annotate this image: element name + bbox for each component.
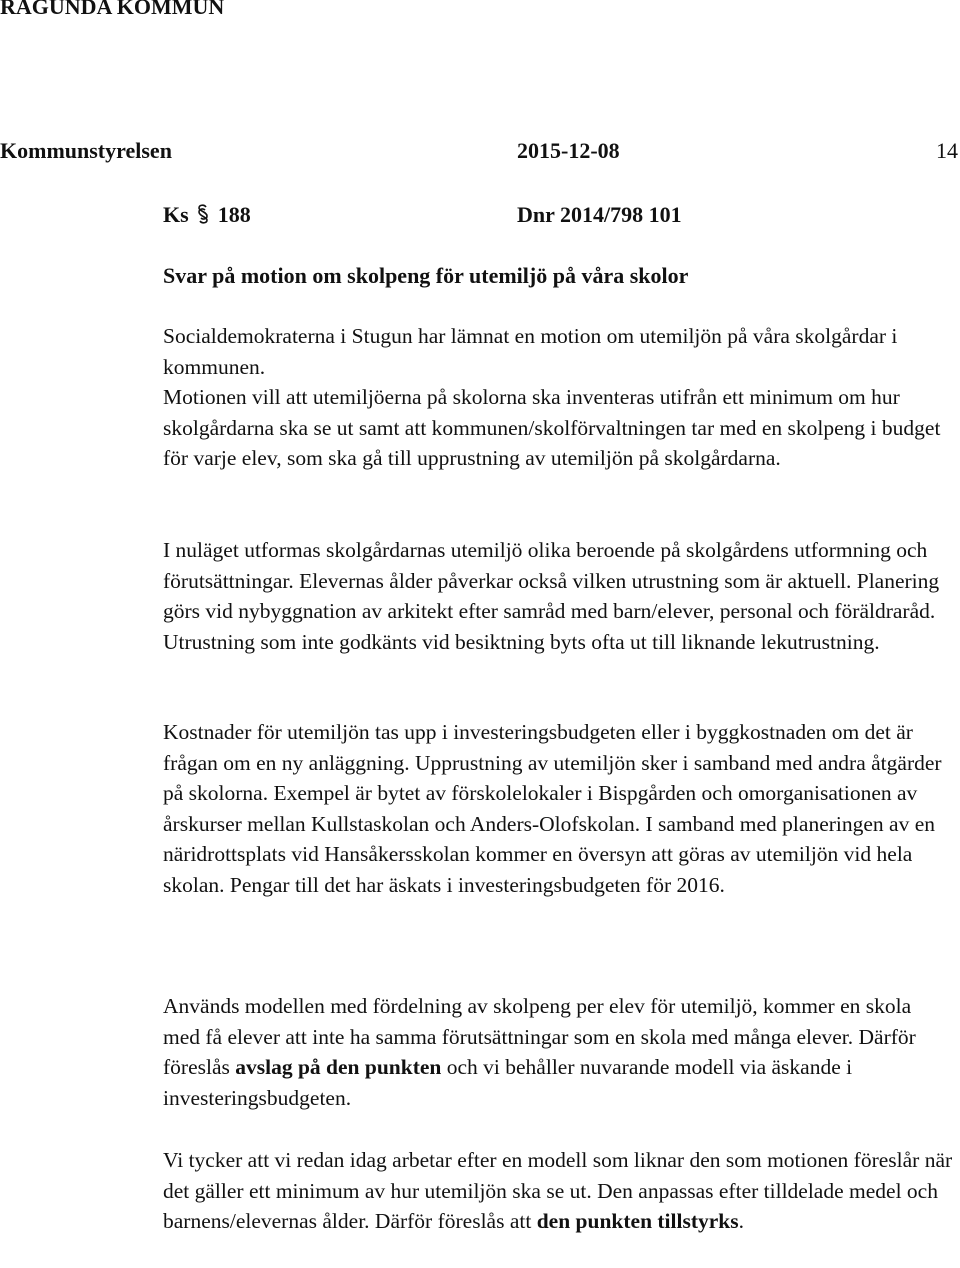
case-number-line	[163, 202, 251, 228]
paragraph-5-text	[163, 1145, 953, 1237]
section-sign-icon	[194, 203, 212, 225]
paragraph-4-before: Används modellen med fördelning av skolpeng per elev för utemiljö, kommer en skola med få elever att inte ha samma förutsättningar som en skola med många elever. Därför föreslås	[163, 994, 916, 1079]
meeting-date: 2015-12-08	[517, 138, 620, 163]
case-number: 188	[217, 202, 251, 227]
paragraph-4-after: och vi behåller nuvarande modell via äskande i investeringsbudgeten.	[163, 1055, 853, 1110]
paragraph-5-after: .	[738, 1209, 744, 1233]
page-number: 14	[936, 138, 958, 163]
paragraph-2	[163, 535, 953, 657]
paragraph-5	[163, 1145, 953, 1237]
org-name: RAGUNDA KOMMUN	[0, 0, 225, 19]
paragraph-3-text: Kostnader för utemiljön tas upp i investeringsbudgeten eller i byggkostnaden om det är frågan om en ny anläggning. Upprustning av utemiljön sker i samband med andra åtgärder på skolorna. Exempel är bytet av förskolelokaler i Bispgården och omorganisationen av årskurser mellan Kullstaskolan och Anders-Olofskolan. I samband med planeringen av en näridrottsplats vid Hansåkersskolan kommer en översyn att göras av utemiljön vid hela skolan. Pengar till det har äskats i investeringsbudgeten för 2016.	[163, 720, 942, 897]
proposal-approve: den punkten tillstyrks	[536, 1209, 739, 1233]
paragraph-1a: Socialdemokraterna i Stugun har lämnat en motion om utemiljön på våra skolgårdar i kommunen.	[163, 324, 898, 379]
paragraph-4	[163, 991, 953, 1113]
dnr: Dnr 2014/798 101	[517, 202, 682, 227]
paragraph-5-before: Vi tycker att vi redan idag arbetar efter en modell som liknar den som motionen föreslår när det gäller ett minimum av hur utemiljön ska se ut. Den anpassas efter tilldelade medel och barnens/elevernas ålder. Därför föreslås att	[163, 1148, 953, 1233]
board-name: Kommunstyrelsen	[0, 138, 172, 163]
paragraph-1	[163, 321, 953, 474]
paragraph-2-text: I nuläget utformas skolgårdarnas utemiljö olika beroende på skolgårdens utformning och förutsättningar. Elevernas ålder påverkar också vilken utrustning som är aktuell. Planering görs vid nybyggnation av arkitekt efter samråd med barn/elever, personal och föräldraråd. Utrustning som inte godkänts vid besiktning byts ofta ut till liknande lekutrustning.	[163, 538, 940, 654]
paragraph-1b: Motionen vill att utemiljöerna på skolorna ska inventeras utifrån ett minimum om hur skolgårdarna ska se ut samt att kommunen/skolförvaltningen tar med en skolpeng i budget för varje elev, som ska gå till upprustning av utemiljön på skolgårdarna.	[163, 385, 941, 470]
case-prefix: Ks	[163, 202, 189, 227]
paragraph-4-text	[163, 991, 953, 1113]
proposal-reject: avslag på den punkten	[235, 1055, 442, 1079]
paragraph-3	[163, 717, 953, 900]
case-title: Svar på motion om skolpeng för utemiljö på våra skolor	[163, 263, 689, 288]
